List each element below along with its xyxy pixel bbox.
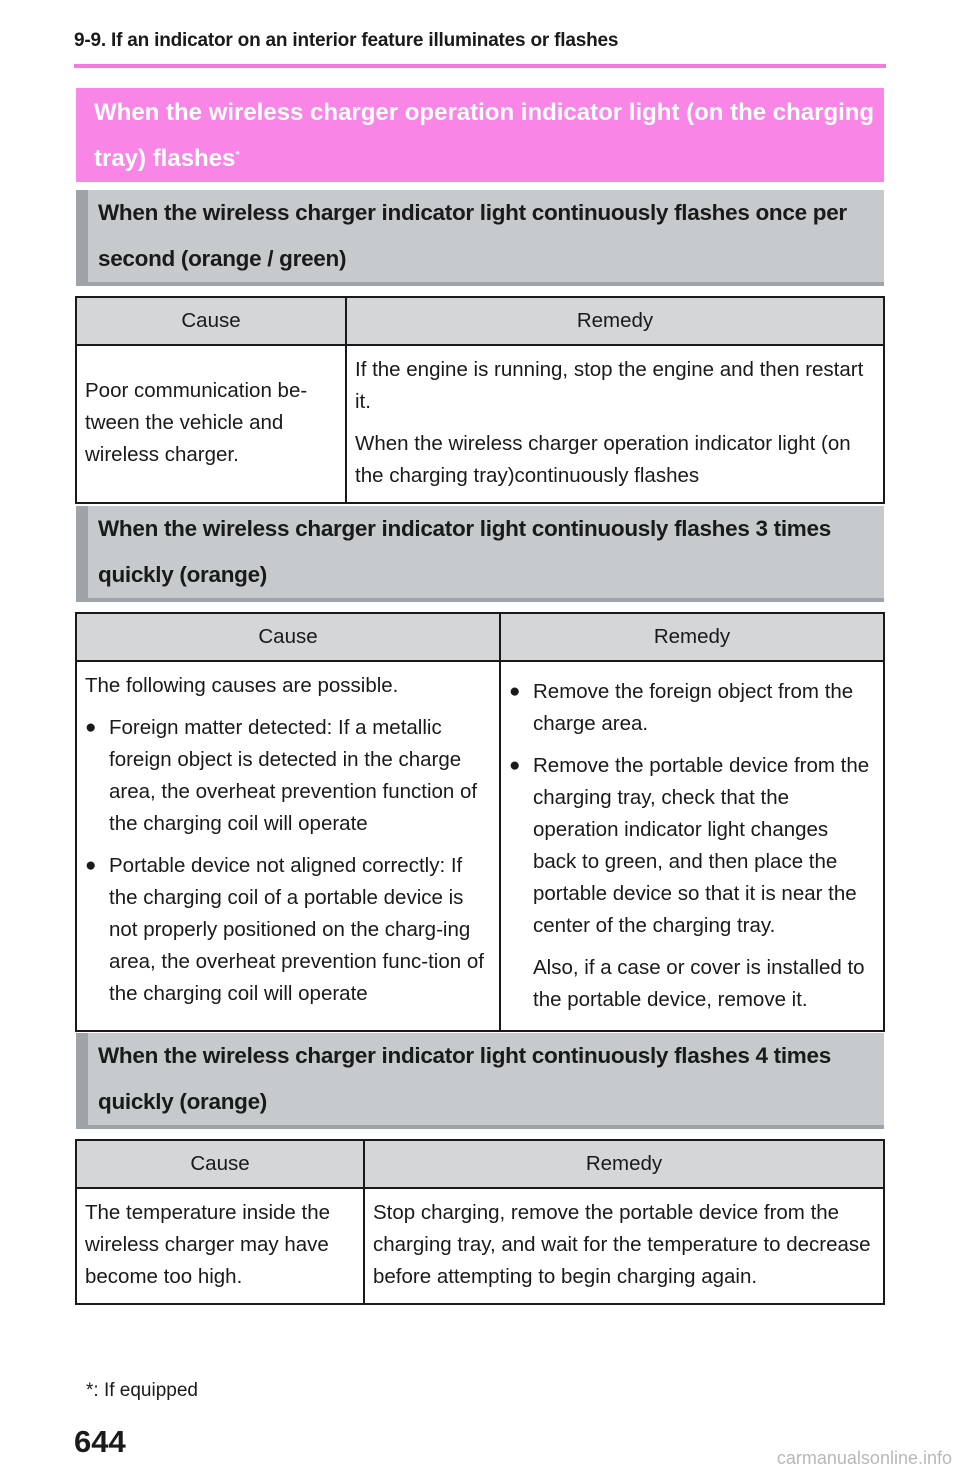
remedy-line: If the engine is running, stop the engine and then restart it. (355, 358, 864, 413)
cause-cell: The temperature inside the wireless charger may have become too high. (76, 1188, 364, 1304)
equipped-mark: * (235, 149, 240, 161)
running-head: 9-9. If an indicator on an interior feature illuminates or flashes (74, 30, 619, 51)
remedy-cell: Stop charging, remove the portable device from the charging tray, and wait for the temperature to decrease before attempting to begin charging again. (364, 1188, 884, 1304)
cause-header: Cause (76, 613, 500, 661)
list-item-text: Remove the foreign object from the charge area. (533, 680, 854, 735)
remedy-cell (500, 661, 884, 1031)
banner-title: When the wireless charger operation indicator light (on the charging tray) flashes (94, 99, 875, 172)
table-row (76, 345, 884, 503)
table-3-times (75, 612, 885, 1032)
subheading-3-times: When the wireless charger indicator light continuously flashes 3 times quickly (orange) (76, 506, 884, 602)
footnote: *: If equipped (86, 1380, 198, 1401)
list-item (509, 750, 875, 942)
watermark: carmanualsonline.info (776, 1448, 952, 1468)
table-once-per-second (75, 296, 885, 504)
bullet-icon: ● (85, 717, 97, 738)
header-rule (74, 64, 886, 68)
cause-cell: Poor communication be-tween the vehicle and wireless charger. (76, 345, 346, 503)
list-item-text: Portable device not aligned correctly: If the charging coil of a portable device is not properly positioned on the charg-ing area, the overheat prevention func-tion of the charging coil will operate (109, 854, 484, 1005)
list-item-text: Remove the portable device from the charging tray, check that the operation indicator light changes back to green, and then place the portable device so that it is near the center of the charging tray. (533, 754, 870, 937)
table-header-row (76, 613, 884, 661)
remedy-line: When the wireless charger operation indicator light (on the charging tray)continuously flashes (355, 432, 851, 487)
table-row (76, 1188, 884, 1304)
list-item-text: Foreign matter detected: If a metallic foreign object is detected in the charge area, the overheat prevention function of the charging coil will operate (109, 716, 478, 835)
subheading-4-times: When the wireless charger indicator light continuously flashes 4 times quickly (orange) (76, 1033, 884, 1129)
table-header-row (76, 1140, 884, 1188)
bullet-icon: ● (509, 755, 521, 776)
cause-intro: The following causes are possible. (85, 674, 399, 697)
list-item (85, 850, 491, 1010)
table-4-times (75, 1139, 885, 1305)
bullet-icon: ● (85, 855, 97, 876)
section-banner (76, 88, 884, 182)
remedy-header: Remedy (500, 613, 884, 661)
remedy-cell (346, 345, 884, 503)
table-header-row (76, 297, 884, 345)
list-item (509, 676, 875, 740)
cause-header: Cause (76, 1140, 364, 1188)
subheading-once-per-second: When the wireless charger indicator light continuously flashes once per second (orange / green) (76, 190, 884, 286)
remedy-note: Also, if a case or cover is installed to the portable device, remove it. (533, 956, 865, 1011)
table-row (76, 661, 884, 1031)
bullet-icon: ● (509, 681, 521, 702)
page-number: 644 (74, 1424, 126, 1459)
remedy-header: Remedy (364, 1140, 884, 1188)
cause-cell (76, 661, 500, 1031)
list-item (85, 712, 491, 840)
remedy-header: Remedy (346, 297, 884, 345)
cause-header: Cause (76, 297, 346, 345)
